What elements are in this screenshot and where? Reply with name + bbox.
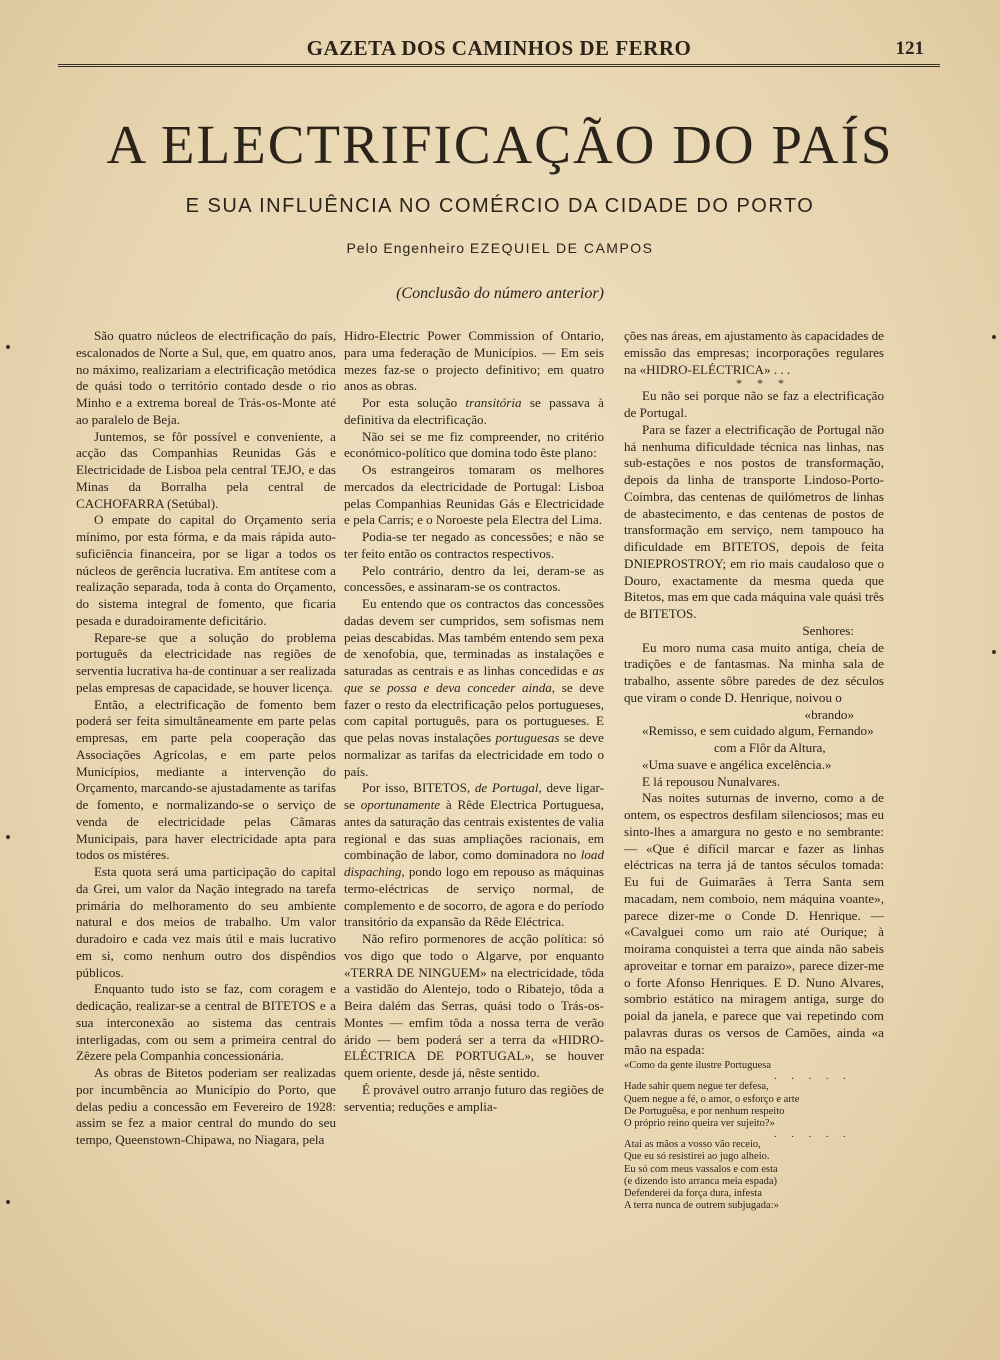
poem-line: Atai as mãos a vosso vão receio, bbox=[624, 1139, 761, 1151]
column-1 bbox=[76, 328, 336, 1328]
emphasis: as que se possa e deva conceder ainda, bbox=[344, 663, 604, 695]
text-run: à Rêde Electrica Portuguesa, antes da saturação das centrais existentes de valia regional e das suas ampliações racionais, em combinação de labor, como dominadora no bbox=[344, 797, 604, 863]
paragraph: As obras de Bitetos poderiam ser realizadas por incumbência ao Município do Porto, que delas pediu a concessão em Fevereiro de 1928: assim se fez a maior central do mundo do seu tempo, Queenstown-Chipawa, no Niagara, pela bbox=[76, 1065, 336, 1147]
running-title: GAZETA DOS CAMINHOS DE FERRO bbox=[306, 36, 692, 60]
paragraph: Hidro-Electric Power Commission of Ontario, para uma federação de Municípios. — Em seis mezes faz-se o projecto definitivo; em quatro anos as obras. bbox=[344, 328, 604, 394]
emphasis: oportunamente bbox=[360, 797, 441, 812]
paragraph: ções nas áreas, em ajustamento às capacidades de emissão das empresas; incorporações regulares na «HIDRO-ELÉCTRICA» . . . bbox=[624, 328, 884, 377]
paragraph: Para se fazer a electrificação de Portugal não há nenhuma dificuldade técnica nas linhas, nas sub-estações e nos postos de transformação, depois da linha de transporte Lindoso-Porto-Coimbra, das centenas de quilómetros de linhas de abastecimento, e das centenas de postos de transformação em serviço, nem tampouco ha dificuldade em BITETOS, depois de feita DNIEPROSTROY; em rio mais caudaloso que o Douro, exactamente da mesma queda que Bitetos, mas em que cada máquina vale quási três de BITETOS. bbox=[624, 421, 884, 621]
text-run: deve ligar-se bbox=[344, 780, 604, 812]
paragraph: Eu moro numa casa muito antiga, cheia de tradições e de fantasmas. Na minha sala de trabalho, assente sôbre paredes de dez séculos que viram o conde D. Henrique, noivou o bbox=[624, 639, 884, 705]
poem-line: Quem negue a fé, o amor, o esforço e arte bbox=[624, 1093, 800, 1105]
poem-line: A terra nunca de outrem subjugada:» bbox=[624, 1200, 779, 1212]
text-run: se deve normalizar as tarifas da electricidade em todo o país. bbox=[344, 730, 604, 779]
binding-mark bbox=[992, 650, 996, 654]
text-run: pondo logo em repouso as máquinas termo-eléctricas de serviço normal, de complemento e de socorro, de agora e do período transitório da expansão da Rêde Eléctrica. bbox=[344, 864, 604, 930]
paragraph: Eu não sei porque não se faz a electrificação de Portugal. bbox=[624, 388, 884, 420]
paragraph: Pelo contrário, dentro da lei, deram-se as concessões, e assinaram-se os contractos. bbox=[344, 562, 604, 595]
paragraph: É provável outro arranjo futuro das regiões de serventia; reduções e amplia- bbox=[344, 1081, 604, 1114]
binding-mark bbox=[992, 335, 996, 339]
paragraph bbox=[344, 780, 604, 931]
author-name: EZEQUIEL DE CAMPOS bbox=[469, 240, 654, 256]
paragraph: Podia-se ter negado as concessões; e não se ter feito então os contractos respectivos. bbox=[344, 529, 604, 561]
text-run: se passava à definitiva da electrificação. bbox=[344, 395, 604, 427]
paragraph bbox=[344, 596, 604, 780]
running-head bbox=[58, 36, 940, 66]
paragraph: Juntemos, se fôr possível e conveniente, a acção das Companhias Reunidas Gás e Electricidade de Lisboa pela central TEJO, e das Minas da Borralha pela central de CACHOFARRA (Setúbal). bbox=[76, 428, 336, 511]
paragraph: Nas noites suturnas de inverno, como a de ontem, os espectros desfilam silenciosos; mas eu sinto-lhes a amargura no gesto e no sembrante: — «Que é difícil marcar e fazer as linhas eléctricas na terra já de tantos séculos tomada: Eu fui de Guimarães à Terra Santa sem macadam, nem comboio, nem máquina voante», parece dizer-me o Conde D. Henrique. — «Cavalguei como um raio até Ourique; à moirama conquistei a terra que ainda não sabeis aproveitar e tornar em paraizo», parece dizer-me o forte Afonso Henriques. E D. Nuno Alvares, sombrio estático na miragem antiga, surge do poial da janela, e parece que vai repetindo com palavras duras os versos de Camões, ainda «a mão na espada: bbox=[624, 790, 884, 1057]
page-number: 121 bbox=[895, 38, 924, 59]
byline-prefix: Pelo Engenheiro bbox=[346, 240, 465, 256]
poem-ellipsis: . . . . . bbox=[774, 1071, 852, 1083]
poem-line: Eu só com meus vassalos e com esta bbox=[624, 1163, 778, 1175]
poem-line: (e dizendo isto arranca meia espada) bbox=[624, 1175, 778, 1187]
poem-ellipsis: . . . . . bbox=[774, 1129, 852, 1141]
quote-line: «Remisso, e sem cuidado algum, Fernando» bbox=[642, 723, 874, 739]
text-run: Por isso, BITETOS, bbox=[362, 780, 471, 796]
paragraph: O empate do capital do Orçamento seria mínimo, por esta fórma, e da mais rápida auto-suficiência financeira, por se ligar a todos os núcleos de gerência lucrativa. Em antítese com a realização separada, toda à conta do Orçamento, do sistema integral de fomento, que ficaria pesada e duradoiramente deficitário. bbox=[76, 512, 336, 628]
section-break: * * * bbox=[736, 376, 790, 391]
poem-line: O próprio reino queira ver sujeito?» bbox=[624, 1118, 775, 1130]
binding-mark bbox=[6, 1200, 10, 1204]
byline bbox=[40, 240, 960, 256]
continuation-note: (Conclusão do número anterior) bbox=[396, 285, 604, 302]
text-run: Eu entendo que os contractos das concessões dadas devem ser cumpridos, sem sofismas nem peias descabidas. Mas também entendo sem pexa de xenofobia, que, terminadas as instalações e saturadas as centrais e as linhas concedidas e bbox=[344, 596, 604, 678]
salutation: Senhores: bbox=[802, 622, 854, 638]
paragraph: Não refiro pormenores de acção política: só vos digo que todo o Algarve, por enquanto «TERRA DE NINGUEM» na electricidade, tôda a vastidão do Alentejo, todo o Ribatejo, tôda a Beira dalém das Serras, quási todo o Trás-os-Montes — emfim tôda a nossa terra de verão árido — bem poderá ser a terra da «HIDRO-ELÉCTRICA DE PORTUGAL», se houver quem oriente, desde já, nêste sentido. bbox=[344, 931, 604, 1080]
quote-line: com a Flôr da Altura, bbox=[714, 740, 826, 755]
emphasis: transitória bbox=[465, 395, 522, 410]
article-title: A ELECTRIFICAÇÃO DO PAÍS bbox=[106, 114, 894, 175]
paragraph: Enquanto tudo isto se faz, com coragem e dedicação, realizar-se a central de BITETOS e a sua interconexão ao sistema das centrais interligadas, com ou sem a primeira central do Zêzere pela Companhia concessionária. bbox=[76, 981, 336, 1064]
emphasis: portuguesas bbox=[495, 730, 560, 745]
column-3 bbox=[624, 328, 884, 1328]
paragraph: Então, a electrificação de fomento bem poderá ser feita simultâneamente em parte pelas empresas, em parte pela cooperação das Associações Agrícolas, e em parte pelos Municípios, mediante a intervenção do Orçamento, marcando-se ajustadamente as tarifas de fomento, e normalizando-se o serviço de venda de electricidade pelas Câmaras Municipais, para haver electricidade apta para todos os mistéres. bbox=[76, 696, 336, 863]
poem-quote bbox=[624, 1060, 884, 1212]
binding-mark bbox=[6, 835, 10, 839]
poem-line: Hade sahir quem negue ter defesa, bbox=[624, 1081, 769, 1093]
header-rule bbox=[58, 64, 940, 67]
paragraph: Os estrangeiros tomaram os melhores mercados da electricidade de Portugal: Lisboa pelas Companhias Reunidas Gás e Electricidade e pela Carris; e o Noroeste pela Electra del Lima. bbox=[344, 462, 604, 528]
paragraph: Não sei se me fiz compreender, no critério económico-político que domina todo êste plano: bbox=[344, 428, 604, 461]
emphasis: load dispaching, bbox=[344, 847, 604, 879]
text-run: se deve fazer o resto da electrificação pelos portugueses, com capital português, para os portugueses. E que pelas novas instalações bbox=[344, 679, 604, 745]
emphasis: de Portugal, bbox=[474, 780, 542, 796]
paragraph: Repare-se que a solução do problema português da electricidade nas regiões de serventia lucrativa ha-de continuar a ser realizada pelas empresas de capacidade, se houver licença. bbox=[76, 629, 336, 695]
poem-line: Que eu só resistirei ao jugo alheio. bbox=[624, 1151, 770, 1163]
poem-line: Defenderei da força dura, infesta bbox=[624, 1188, 762, 1200]
paragraph bbox=[344, 395, 604, 429]
binding-mark bbox=[6, 345, 10, 349]
quote-line: «brando» bbox=[804, 706, 854, 722]
column-2 bbox=[344, 328, 604, 1328]
paragraph: Esta quota será uma participação do capital da Grei, um valor da Nação integrado na tarefa primária do melhoramento do seu ambiente natural e dos meios de trabalho. Um valor duradoiro e cada vez mais útil e mais lucrativo em si, como nenhum outro dos dispêndios públicos. bbox=[76, 864, 336, 980]
article-subtitle: E SUA INFLUÊNCIA NO COMÉRCIO DA CIDADE DO PORTO bbox=[185, 195, 815, 217]
article-body bbox=[76, 328, 908, 1328]
quote-line: E lá repousou Nunalvares. bbox=[642, 773, 781, 789]
poem-line: «Como da gente ilustre Portuguesa bbox=[624, 1060, 771, 1072]
quote-line: «Uma suave e angélica excelência.» bbox=[642, 756, 832, 772]
text-run: Por esta solução bbox=[362, 395, 458, 410]
paragraph: São quatro núcleos de electrificação do país, escalonados de Norte a Sul, que, em quatro anos, no máximo, realizariam a electrificação metódica de quási todo o território contado desde o rio Minho e a extrema boreal de Trás-os-Monte até ao paralelo de Beja. bbox=[76, 328, 336, 427]
poem-line: De Portuguêsa, e por nenhum respeito bbox=[624, 1105, 785, 1117]
